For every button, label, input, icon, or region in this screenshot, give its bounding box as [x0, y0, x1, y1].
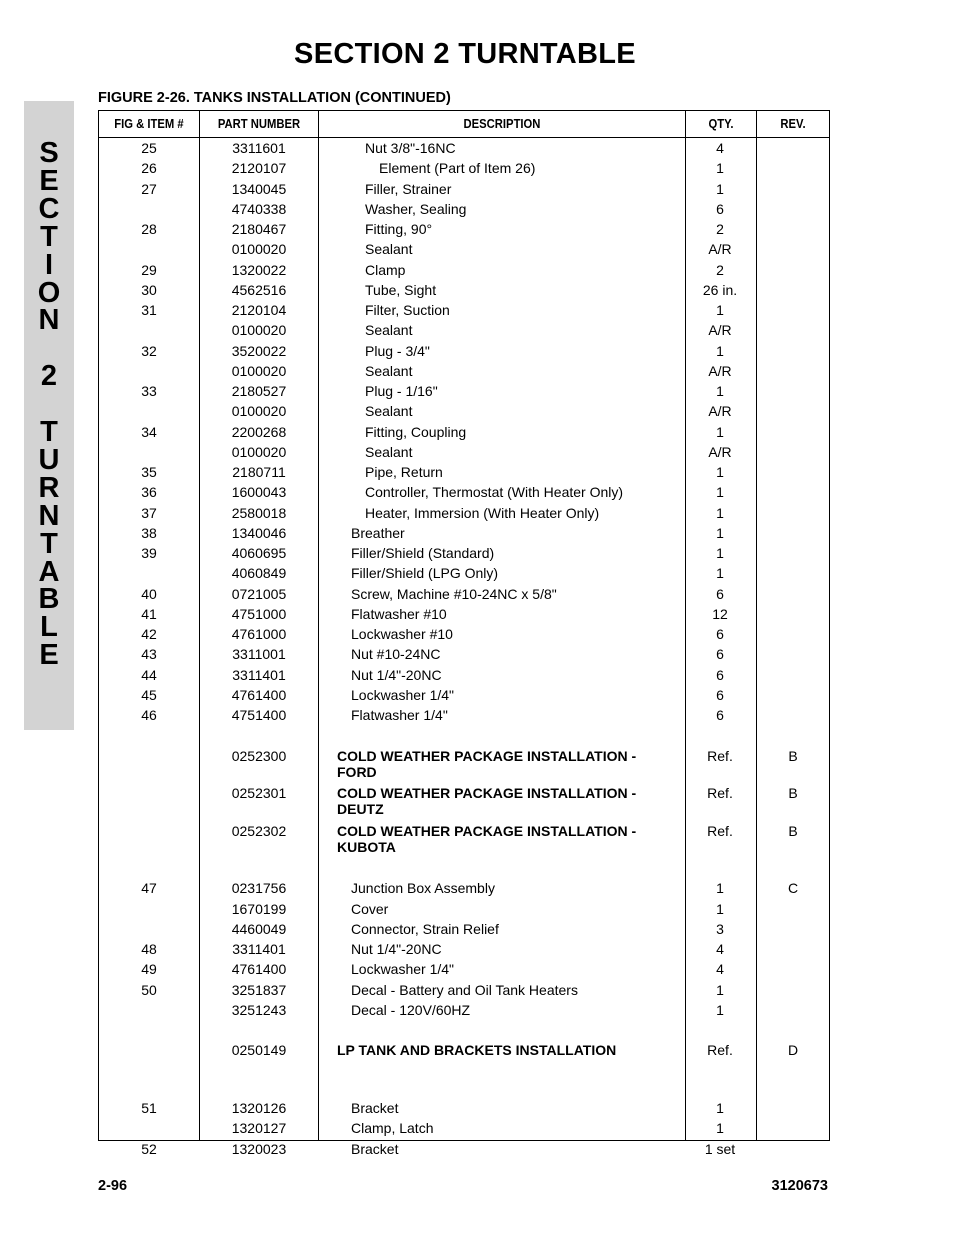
table-row	[99, 1100, 829, 1120]
table-row	[99, 1042, 829, 1062]
header-fig-item: FIG & ITEM #	[114, 117, 184, 131]
side-tab-letter: T	[40, 416, 58, 448]
table-row	[99, 160, 829, 180]
description-cell: Sealant	[365, 403, 413, 420]
fig-item-cell: 29	[141, 261, 157, 278]
rev-cell: D	[787, 1042, 799, 1059]
side-tab-letter: A	[38, 555, 60, 588]
table-row	[99, 921, 829, 941]
description-cell: Nut 1/4"-20NC	[351, 941, 442, 957]
description-cell: Lockwasher #10	[351, 626, 453, 642]
fig-item-cell: 40	[141, 585, 157, 602]
rev-cell: B	[788, 785, 798, 801]
page-title: SECTION 2 TURNTABLE	[294, 38, 636, 70]
qty-cell: 6	[716, 626, 724, 642]
rev-cell: B	[788, 822, 798, 839]
fig-item-cell: 32	[141, 342, 157, 359]
qty-cell: A/R	[708, 322, 732, 339]
qty-cell: 1	[716, 464, 724, 480]
header-qty: QTY.	[708, 117, 734, 131]
part-number-cell: 3251243	[231, 1001, 287, 1018]
qty-cell: 1	[716, 160, 724, 177]
fig-item-cell: 34	[141, 423, 157, 440]
table-row	[99, 322, 829, 342]
header-rev: REV.	[780, 117, 806, 131]
part-number-cell: 0252301	[231, 785, 287, 801]
fig-item-cell: 48	[141, 941, 157, 957]
description-cell: Sealant	[365, 362, 413, 379]
fig-item-cell: 38	[141, 524, 157, 541]
description-cell: COLD WEATHER PACKAGE INSTALLATION - DEUTZ	[337, 785, 637, 817]
qty-cell: 6	[716, 666, 724, 683]
description-cell: Flatwasher #10	[351, 605, 447, 622]
table-row	[99, 262, 829, 282]
qty-cell: 1	[716, 880, 724, 897]
qty-cell: 1	[716, 1100, 724, 1116]
qty-cell: 6	[716, 200, 724, 217]
table-row	[99, 961, 829, 981]
side-tab-letter: N	[38, 499, 60, 532]
table-row	[99, 941, 829, 961]
description-cell: Nut #10-24NC	[351, 646, 441, 663]
qty-cell: Ref.	[707, 785, 733, 801]
description-cell: Filler/Shield (Standard)	[351, 545, 495, 561]
part-number-cell: 1320022	[231, 261, 287, 278]
description-cell: Screw, Machine #10-24NC x 5/8"	[351, 585, 557, 602]
fig-item-cell: 50	[141, 981, 157, 998]
qty-cell: 1	[716, 302, 724, 318]
fig-item-cell: 35	[141, 464, 157, 480]
description-cell: LP TANK AND BRACKETS INSTALLATION	[337, 1042, 617, 1059]
side-tab-letter: 2	[40, 360, 58, 393]
fig-item-cell: 46	[141, 707, 157, 723]
description-cell: Junction Box Assembly	[351, 880, 495, 897]
table-row	[99, 201, 829, 221]
part-number-cell: 0250149	[231, 1042, 287, 1059]
fig-item-cell: 47	[141, 880, 157, 897]
part-number-cell: 3311401	[232, 666, 286, 683]
qty-cell: A/R	[708, 241, 732, 258]
fig-item-cell: 42	[141, 626, 157, 642]
part-number-cell: 2200268	[231, 423, 287, 440]
fig-item-cell: 33	[141, 383, 157, 399]
description-cell: Heater, Immersion (With Heater Only)	[365, 504, 600, 521]
table-row	[99, 545, 829, 565]
table-row	[99, 484, 829, 504]
qty-cell: 1	[716, 565, 724, 582]
part-number-cell: 1340046	[231, 524, 287, 541]
qty-cell: 3	[716, 920, 724, 937]
fig-item-cell: 25	[141, 140, 157, 156]
side-tab-letter: E	[39, 164, 59, 197]
part-number-cell: 0231756	[231, 880, 287, 897]
header-divider	[99, 137, 829, 138]
side-tab-letter: O	[37, 276, 61, 309]
qty-cell: 1	[716, 342, 724, 359]
table-row	[99, 343, 829, 363]
side-tab-letter: C	[38, 192, 60, 225]
page-number: 2-96	[98, 1178, 128, 1194]
part-number-cell: 0100020	[231, 403, 287, 420]
description-cell: Bracket	[351, 1100, 399, 1116]
header-part-number: PART NUMBER	[217, 117, 301, 131]
description-cell: Filler/Shield (LPG Only)	[351, 565, 499, 582]
qty-cell: 6	[716, 585, 724, 602]
description-cell: Washer, Sealing	[365, 200, 467, 217]
table-row	[99, 464, 829, 484]
qty-cell: A/R	[708, 403, 732, 420]
table-row	[99, 901, 829, 921]
rev-cell: B	[788, 747, 798, 764]
table-row	[99, 1120, 829, 1140]
description-cell: Fitting, 90°	[365, 221, 433, 237]
fig-item-cell: 26	[141, 160, 157, 177]
description-cell: Nut 1/4"-20NC	[351, 666, 442, 683]
side-tab-letter: T	[40, 220, 58, 253]
table-row	[99, 785, 829, 817]
description-cell: Tube, Sight	[365, 281, 437, 298]
qty-cell: 1	[716, 1001, 724, 1018]
fig-item-cell: 41	[141, 605, 157, 622]
part-number-cell: 4060849	[231, 565, 287, 582]
part-number-cell: 2580018	[231, 504, 287, 521]
description-cell: Filter, Suction	[365, 302, 450, 318]
table-row	[99, 1002, 829, 1022]
description-cell: Element (Part of Item 26)	[379, 160, 536, 177]
part-number-cell: 4761400	[231, 686, 287, 703]
table-row	[99, 424, 829, 444]
description-cell: Decal - Battery and Oil Tank Heaters	[351, 981, 578, 998]
qty-cell: Ref.	[707, 747, 733, 764]
part-number-cell: 1670199	[231, 900, 287, 917]
table-row	[99, 505, 829, 525]
section-side-tab	[24, 101, 74, 730]
table-row	[99, 403, 829, 423]
description-cell: Fitting, Coupling	[365, 423, 467, 440]
description-cell: Connector, Strain Relief	[351, 920, 499, 937]
description-cell: Pipe, Return	[365, 464, 443, 480]
side-tab-letter: B	[38, 583, 60, 616]
qty-cell: 1	[716, 423, 724, 440]
part-number-cell: 0100020	[231, 362, 287, 379]
table-row	[99, 982, 829, 1002]
description-cell: Clamp, Latch	[351, 1120, 434, 1137]
side-tab-letter: L	[40, 611, 58, 644]
part-number-cell: 3311401	[232, 941, 286, 957]
part-number-cell: 0721005	[231, 585, 287, 602]
fig-item-cell: 39	[141, 545, 157, 561]
qty-cell: 1	[716, 900, 724, 917]
table-row	[99, 606, 829, 626]
fig-item-cell: 52	[141, 1140, 157, 1157]
side-tab-letter: I	[44, 248, 54, 281]
part-number-cell: 2180467	[231, 221, 287, 237]
table-row	[99, 747, 829, 780]
fig-item-cell: 28	[141, 221, 157, 237]
part-number-cell: 0100020	[231, 241, 287, 258]
description-cell: Sealant	[365, 241, 413, 258]
description-cell: Plug - 1/16"	[365, 383, 438, 399]
table-row	[99, 241, 829, 261]
part-number-cell: 1340045	[231, 180, 287, 197]
table-row	[99, 444, 829, 464]
description-cell: Nut 3/8"-16NC	[365, 140, 456, 156]
table-row	[99, 383, 829, 403]
qty-cell: 2	[716, 261, 724, 278]
table-row	[99, 667, 829, 687]
description-cell: COLD WEATHER PACKAGE INSTALLATION - KUBOTA	[337, 822, 637, 855]
table-row	[99, 140, 829, 160]
fig-item-cell: 27	[141, 180, 157, 197]
part-number-cell: 4740338	[231, 200, 287, 217]
qty-cell: 1	[716, 504, 724, 521]
side-tab-letter: T	[40, 527, 58, 560]
description-cell: Plug - 3/4"	[365, 342, 430, 359]
table-row	[99, 687, 829, 707]
side-tab-letter: E	[39, 639, 59, 672]
fig-item-cell: 43	[141, 646, 157, 663]
qty-cell: 1	[716, 383, 724, 399]
qty-cell: 6	[716, 707, 724, 723]
table-row	[99, 181, 829, 201]
header-description: DESCRIPTION	[463, 117, 541, 131]
qty-cell: 1 set	[704, 1140, 736, 1157]
description-cell: Lockwasher 1/4"	[351, 961, 455, 978]
table-row	[99, 565, 829, 585]
table-row	[99, 525, 829, 545]
qty-cell: 4	[716, 961, 724, 978]
part-number-cell: 0100020	[231, 443, 287, 460]
description-cell: Bracket	[351, 1140, 399, 1157]
table-row	[99, 302, 829, 322]
part-number-cell: 2180711	[232, 464, 286, 480]
qty-cell: 2	[716, 221, 724, 237]
side-tab-letter: R	[38, 471, 60, 504]
description-cell: Sealant	[365, 322, 413, 339]
fig-item-cell: 51	[141, 1100, 157, 1116]
table-row	[99, 822, 829, 855]
description-cell: Decal - 120V/60HZ	[351, 1001, 471, 1018]
part-number-cell: 0252300	[231, 747, 287, 764]
qty-cell: 12	[712, 605, 728, 622]
description-cell: Clamp	[365, 261, 406, 278]
qty-cell: 1	[716, 180, 724, 197]
qty-cell: Ref.	[707, 822, 733, 839]
qty-cell: A/R	[708, 362, 732, 379]
qty-cell: 4	[716, 140, 724, 156]
part-number-cell: 0252302	[231, 822, 287, 839]
qty-cell: 1	[716, 545, 724, 561]
part-number-cell: 2180527	[231, 383, 287, 399]
side-tab-letter: N	[38, 304, 60, 337]
fig-item-cell: 30	[141, 281, 157, 298]
part-number-cell: 1600043	[231, 484, 287, 501]
fig-item-cell: 37	[141, 504, 157, 521]
description-cell: COLD WEATHER PACKAGE INSTALLATION - FORD	[337, 747, 637, 780]
part-number-cell: 2120107	[231, 160, 287, 177]
part-number-cell: 4562516	[231, 281, 287, 298]
part-number-cell: 4751400	[231, 707, 287, 723]
description-cell: Controller, Thermostat (With Heater Only)	[365, 484, 624, 501]
document-number: 3120673	[771, 1178, 828, 1194]
part-number-cell: 4060695	[231, 545, 287, 561]
table-row	[99, 1141, 829, 1161]
part-number-cell: 4751000	[231, 605, 287, 622]
part-number-cell: 1320023	[231, 1140, 287, 1157]
qty-cell: 1	[716, 981, 724, 998]
part-number-cell: 0100020	[231, 322, 287, 339]
table-row	[99, 707, 829, 727]
table-row	[99, 646, 829, 666]
side-tab-letter: S	[39, 137, 59, 169]
table-row	[99, 282, 829, 302]
table-row	[99, 363, 829, 383]
part-number-cell: 3311601	[232, 140, 286, 156]
part-number-cell: 3520022	[231, 342, 287, 359]
qty-cell: 1	[716, 484, 724, 501]
figure-caption: FIGURE 2-26. TANKS INSTALLATION (CONTINUED)	[98, 90, 451, 106]
fig-item-cell: 44	[141, 666, 157, 683]
part-number-cell: 3251837	[231, 981, 287, 998]
part-number-cell: 4761000	[231, 626, 287, 642]
part-number-cell: 1320126	[231, 1100, 287, 1116]
qty-cell: 1	[716, 1120, 724, 1137]
table-row	[99, 626, 829, 646]
description-cell: Lockwasher 1/4"	[351, 686, 455, 703]
description-cell: Sealant	[365, 443, 413, 460]
rev-cell: C	[787, 880, 799, 897]
description-cell: Filler, Strainer	[365, 180, 452, 197]
part-number-cell: 3311001	[232, 646, 286, 663]
part-number-cell: 4460049	[231, 920, 287, 937]
side-tab-letter: U	[38, 443, 60, 476]
table-row	[99, 880, 829, 900]
parts-table	[98, 110, 830, 1157]
description-cell: Flatwasher 1/4"	[351, 707, 448, 723]
fig-item-cell: 36	[141, 484, 157, 501]
fig-item-cell: 31	[141, 302, 157, 318]
qty-cell: 26 in.	[702, 281, 738, 298]
qty-cell: 1	[716, 524, 724, 541]
fig-item-cell: 45	[141, 686, 157, 703]
part-number-cell: 1320127	[231, 1120, 287, 1137]
fig-item-cell: 49	[141, 961, 157, 978]
part-number-cell: 4761400	[231, 961, 287, 978]
qty-cell: 6	[716, 646, 724, 663]
description-cell: Breather	[351, 524, 405, 541]
part-number-cell: 2120104	[231, 302, 287, 318]
qty-cell: 6	[716, 686, 724, 703]
qty-cell: Ref.	[707, 1042, 733, 1059]
table-row	[99, 586, 829, 606]
qty-cell: A/R	[708, 443, 732, 460]
qty-cell: 4	[716, 941, 724, 957]
table-row	[99, 221, 829, 241]
description-cell: Cover	[351, 900, 389, 917]
